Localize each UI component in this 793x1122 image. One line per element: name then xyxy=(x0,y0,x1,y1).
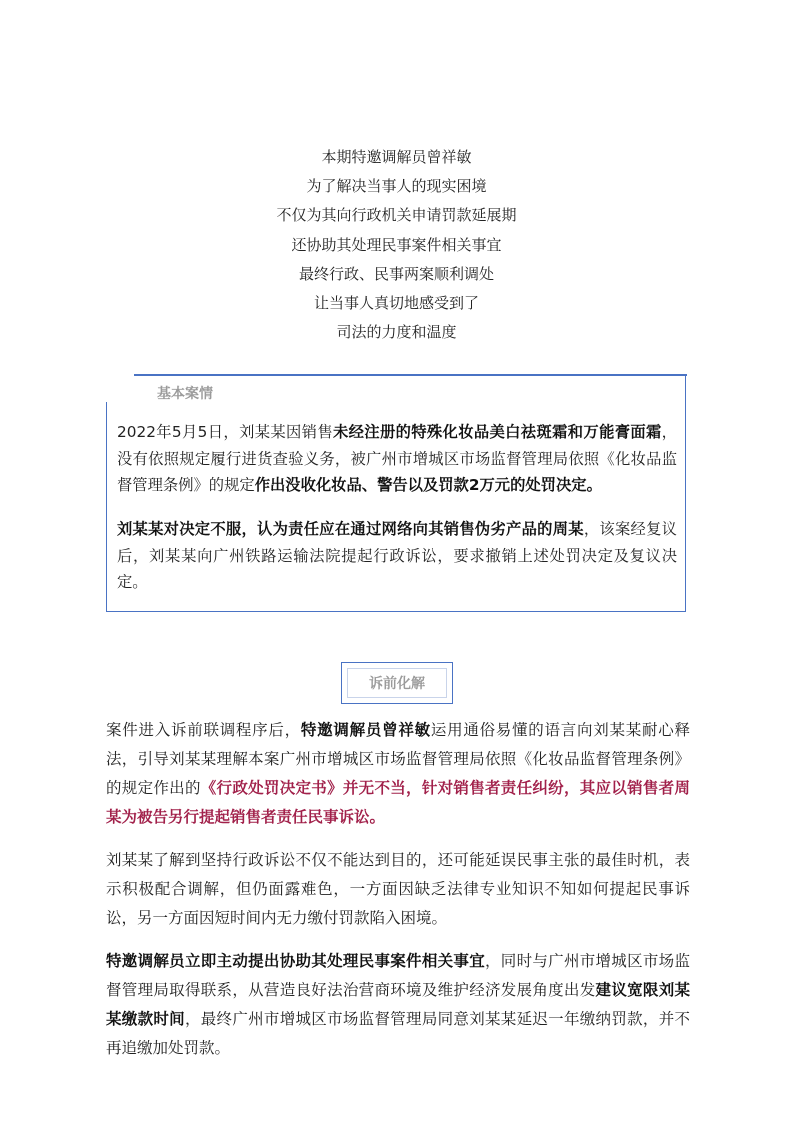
text-run: ，没有依照规定履行进货查验义务，被广州市增城区市场监督管理局依照《化妆品监督管理条例》的规定 xyxy=(117,423,677,494)
text-run: ，该案经复议后，刘某某向广州铁路运输法院提起行政诉讼，要求撤销上述处罚决定及复议决定。 xyxy=(117,520,677,591)
case-summary-box xyxy=(106,374,686,612)
bold-run: 作出没收化妆品、警告以及罚款2万元的处罚决定。 xyxy=(254,476,602,494)
bold-run: 特邀调解员曾祥敏 xyxy=(300,721,431,739)
text-run: 案件进入诉前联调程序后， xyxy=(106,721,301,739)
intro-line: 让当事人真切地感受到了 xyxy=(313,293,479,312)
bold-run: 未经注册的特殊化妆品美白祛斑霜和万能膏面霜 xyxy=(332,423,662,441)
intro-line: 不仅为其向行政机关申请罚款延展期 xyxy=(276,206,517,225)
case-paragraph-2 xyxy=(117,516,677,596)
intro-block xyxy=(0,143,793,347)
text-run: ，最终广州市增城区市场监督管理局同意刘某某延迟一年缴纳罚款，并不再追缴加处罚款。 xyxy=(106,1010,690,1057)
bold-run: 特邀调解员立即主动提出协助其处理民事案件相关事宜 xyxy=(106,952,485,970)
box-top-border xyxy=(133,374,687,376)
text-run: 刘某某了解到坚持行政诉讼不仅不能达到目的，还可能延误民事主张的最佳时机，表示积极配合调解，但仍面露难色，一方面因缺乏法律专业知识不知如何提起民事诉讼，另一方面因短时间内无力缴付罚款陷入困境。 xyxy=(106,851,690,927)
intro-line: 最终行政、民事两案顺利调处 xyxy=(298,264,494,283)
text-run: 运用通俗易懂的语言向刘某某耐心释法，引导刘某某理解本案广州市增城区市场监督管理局依照《化妆品监督管理条例》的规定作出的 xyxy=(106,721,690,797)
highlight-run: 《行政处罚决定书》并无不当，针对销售者责任纠纷，其应以销售者周某为被告另行提起销售者责任民事诉讼。 xyxy=(106,779,690,826)
intro-line: 本期特邀调解员曾祥敏 xyxy=(321,148,472,166)
text-run: ，同时与广州市增城区市场监督管理局取得联系，从营造良好法治营商环境及维护经济发展角度出发 xyxy=(106,952,690,999)
bold-run: 建议宽限刘某某缴款时间 xyxy=(106,981,690,1028)
case-summary-title: 基本案情 xyxy=(157,386,213,402)
bold-run: 刘某某对决定不服，认为责任应在通过网络向其销售伪劣产品的周某 xyxy=(117,520,584,538)
body-paragraph-1 xyxy=(106,716,690,832)
body-paragraph-3 xyxy=(106,947,690,1063)
section-heading-box xyxy=(341,662,453,704)
intro-line: 还协助其处理民事案件相关事宜 xyxy=(291,235,502,254)
case-paragraph-1 xyxy=(117,419,677,499)
body-paragraph-2 xyxy=(106,846,690,933)
section-heading: 诉前化解 xyxy=(347,668,447,698)
text-run: 2022年5月5日，刘某某因销售 xyxy=(117,423,333,441)
intro-line: 司法的力度和温度 xyxy=(336,323,457,342)
intro-line: 为了解决当事人的现实困境 xyxy=(306,177,487,196)
box-corner-notch xyxy=(106,374,134,402)
